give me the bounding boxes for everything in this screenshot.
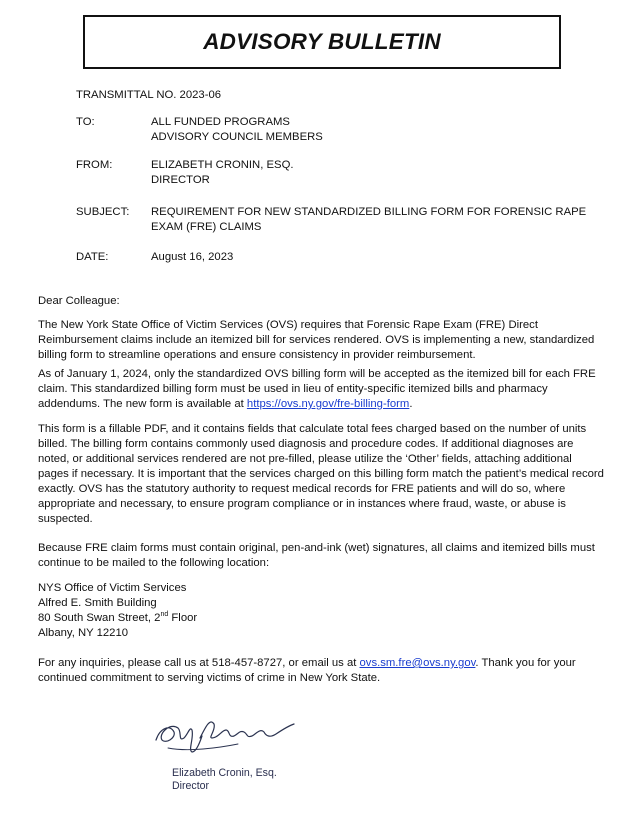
paragraph-2-text: As of January 1, 2024, only the standardized OVS billing form will be accepted as the itemized bill for each FRE claim. This standardized billing form must be used in lieu of entity-specific itemized bills and pharmacy addendums. The new form is available at xyxy=(38,368,596,411)
memo-from-row xyxy=(76,158,616,188)
paragraph-1-text: The New York State Office of Victim Services (OVS) requires that Forensic Rape Exam (FRE) Direct Reimbursement claims include an itemized bill for services rendered. OVS is implementing a new, standardized billing form to streamline operations and ensure consistency in provider reimbursement. xyxy=(38,319,595,362)
address-line: 80 South Swan Street, 2nd Floor xyxy=(38,611,198,625)
paragraph-3-text: This form is a fillable PDF, and it contains fields that calculate total fees charged based on the number of units billed. The billing form contains commonly used diagnosis and procedure codes. If additional diagnoses are noted, or additional services rendered are not pre-filled, please utilize the ‘Other’ fields, attaching additional pages if necessary. It is important that the services charged on this billing form match the patient’s medical record exactly. OVS has the statutory authority to request medical records for FRE patients and will do so, where appropriate and necessary, to ensure program compliance or in instances where fraud, waste, or abuse is suspected. xyxy=(38,423,604,526)
address-line: NYS Office of Victim Services xyxy=(38,582,187,594)
page-title: ADVISORY BULLETIN xyxy=(203,29,441,55)
paragraph-3 xyxy=(38,422,604,527)
paragraph-5-text: For any inquiries, please call us at 518-457-8727, or email us at xyxy=(38,657,360,669)
paragraph-5 xyxy=(38,656,604,686)
memo-from-line: ELIZABETH CRONIN, ESQ. xyxy=(151,159,294,171)
salutation: Dear Colleague: xyxy=(38,295,120,307)
signer-title: Director xyxy=(172,779,210,792)
paragraph-1 xyxy=(38,318,604,363)
memo-from-label: FROM: xyxy=(76,159,113,171)
memo-date-value: August 16, 2023 xyxy=(151,251,234,263)
paragraph-2 xyxy=(38,367,604,412)
memo-from-line: DIRECTOR xyxy=(151,174,210,187)
memo-subject-label: SUBJECT: xyxy=(76,206,130,218)
memo-subject-line: EXAM (FRE) CLAIMS xyxy=(151,221,262,234)
memo-date-row xyxy=(76,250,616,265)
memo-to-row xyxy=(76,115,616,145)
email-link[interactable]: ovs.sm.fre@ovs.ny.gov xyxy=(359,657,476,669)
address-line: Albany, NY 12210 xyxy=(38,627,129,640)
handwritten-signature xyxy=(148,708,308,764)
bulletin-banner xyxy=(83,15,561,69)
memo-date-label: DATE: xyxy=(76,251,109,263)
paragraph-5-end: . Thank you for your continued commitment to serving victims of crime in New York State. xyxy=(38,657,576,685)
paragraph-4-text: Because FRE claim forms must contain original, pen-and-ink (wet) signatures, all claims and itemized bills must continue to be mailed to the following location: xyxy=(38,542,595,570)
memo-subject-row xyxy=(76,205,616,235)
signer-name: Elizabeth Cronin, Esq. xyxy=(172,767,277,779)
transmittal-number: TRANSMITTAL NO. 2023-06 xyxy=(76,89,222,101)
paragraph-2-end: . xyxy=(409,398,413,411)
signature-block xyxy=(172,767,277,792)
billing-form-link[interactable]: https://ovs.ny.gov/fre-billing-form xyxy=(246,398,410,411)
memo-to-line: ALL FUNDED PROGRAMS xyxy=(151,116,290,128)
address-line: Alfred E. Smith Building xyxy=(38,597,157,610)
mailing-address xyxy=(38,581,604,641)
memo-subject-line: REQUIREMENT FOR NEW STANDARDIZED BILLING FORM FOR FORENSIC RAPE xyxy=(151,206,587,218)
memo-to-line: ADVISORY COUNCIL MEMBERS xyxy=(151,131,323,144)
memo-to-label: TO: xyxy=(76,116,95,128)
paragraph-4 xyxy=(38,541,604,571)
